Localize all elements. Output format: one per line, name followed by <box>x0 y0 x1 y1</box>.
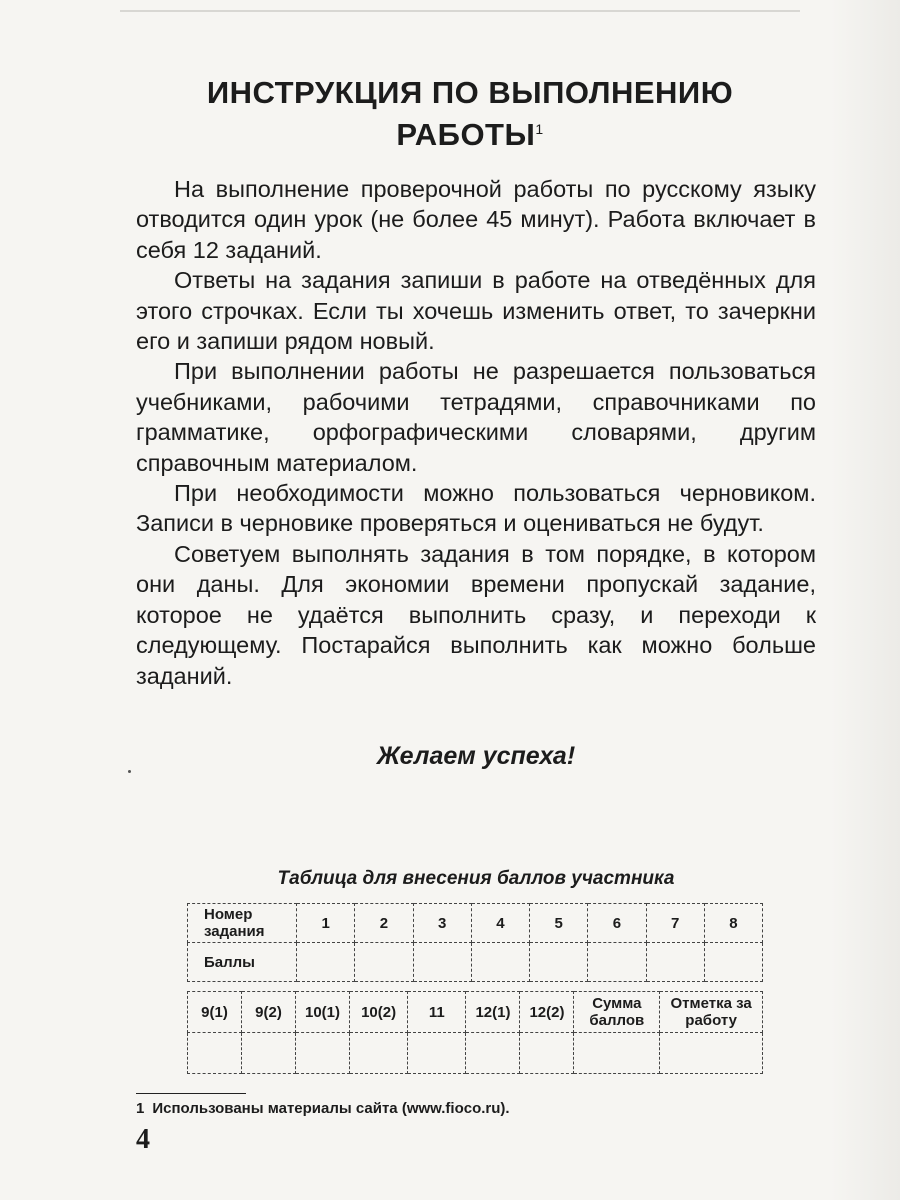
score-cell[interactable] <box>408 1033 466 1074</box>
task-column-header: 11 <box>408 992 466 1033</box>
page-title-line2 <box>150 117 790 153</box>
table-caption: Таблица для внесения баллов участника <box>277 868 675 889</box>
grade-cell[interactable] <box>660 1033 763 1074</box>
task-column-header: 6 <box>588 904 646 943</box>
table-row <box>188 992 763 1033</box>
score-cell[interactable] <box>520 1033 574 1074</box>
task-column-header: 2 <box>355 904 413 943</box>
task-column-header: 7 <box>646 904 704 943</box>
scores-table-1 <box>187 903 763 982</box>
top-divider <box>120 10 800 12</box>
task-column-header: 5 <box>530 904 588 943</box>
grade-header: Отметка за работу <box>660 992 763 1033</box>
scores-table-2 <box>187 991 763 1074</box>
score-cell[interactable] <box>588 943 646 982</box>
points-header: Баллы <box>188 943 297 982</box>
task-column-header: 3 <box>413 904 471 943</box>
footnote-text: Использованы материалы сайта (www.fioco.ru). <box>152 1100 510 1117</box>
task-column-header: 10(2) <box>350 992 408 1033</box>
paragraph-advice: Советуем выполнять задания в том порядке, в котором они даны. Для экономии времени пропускай задание, которое не удаётся выполнить сразу, и переходи к следующему. Постарайся выполнить как можно больше заданий. <box>136 540 816 689</box>
page-title-line2-text: РАБОТЫ <box>396 117 536 152</box>
paragraph-restrictions: При выполнении работы не разрешается пользоваться учебниками, рабочими тетрадями, справочниками по грамматике, орфографическими словарями, другим справочным материалом. <box>136 358 816 476</box>
task-column-header: 9(1) <box>188 992 242 1033</box>
footnote <box>136 1100 510 1117</box>
score-cell[interactable] <box>296 1033 350 1074</box>
stray-dot <box>128 770 131 773</box>
footnote-divider <box>136 1093 246 1094</box>
score-cell[interactable] <box>350 1033 408 1074</box>
task-column-header: 10(1) <box>296 992 350 1033</box>
footnote-number: 1 <box>136 1100 145 1117</box>
score-cell[interactable] <box>188 1033 242 1074</box>
page-number: 4 <box>136 1124 150 1155</box>
score-cell[interactable] <box>355 943 413 982</box>
task-column-header: 8 <box>704 904 762 943</box>
total-cell[interactable] <box>574 1033 660 1074</box>
score-cell[interactable] <box>704 943 762 982</box>
page-title-line1: ИНСТРУКЦИЯ ПО ВЫПОЛНЕНИЮ <box>206 75 734 110</box>
paragraph-answers: Ответы на задания запиши в работе на отведённых для этого строчках. Если ты хочешь изменить ответ, то зачеркни его и запиши рядом новый. <box>136 267 816 355</box>
score-cell[interactable] <box>646 943 704 982</box>
wish-text: Желаем успеха! <box>376 742 576 770</box>
task-column-header: 4 <box>471 904 529 943</box>
score-cell[interactable] <box>297 943 355 982</box>
task-column-header: 9(2) <box>242 992 296 1033</box>
table-row <box>188 1033 763 1074</box>
footnote-reference: 1 <box>535 121 544 137</box>
page-edge-shadow <box>830 0 900 1200</box>
score-cell[interactable] <box>242 1033 296 1074</box>
paragraph-draft: При необходимости можно пользоваться черновиком. Записи в черновике проверяться и оцениваться не будут. <box>136 480 816 537</box>
table-row <box>188 943 763 982</box>
score-cell[interactable] <box>471 943 529 982</box>
task-column-header: 12(1) <box>466 992 520 1033</box>
score-cell[interactable] <box>413 943 471 982</box>
task-column-header: 12(2) <box>520 992 574 1033</box>
task-number-header: Номер задания <box>188 904 297 943</box>
score-cell[interactable] <box>466 1033 520 1074</box>
task-column-header: 1 <box>297 904 355 943</box>
score-cell[interactable] <box>530 943 588 982</box>
total-points-header: Сумма баллов <box>574 992 660 1033</box>
table-row <box>188 904 763 943</box>
instructions-body <box>136 174 816 691</box>
paragraph-time: На выполнение проверочной работы по русскому языку отводится один урок (не более 45 минут). Работа включает в себя 12 заданий. <box>136 176 816 263</box>
